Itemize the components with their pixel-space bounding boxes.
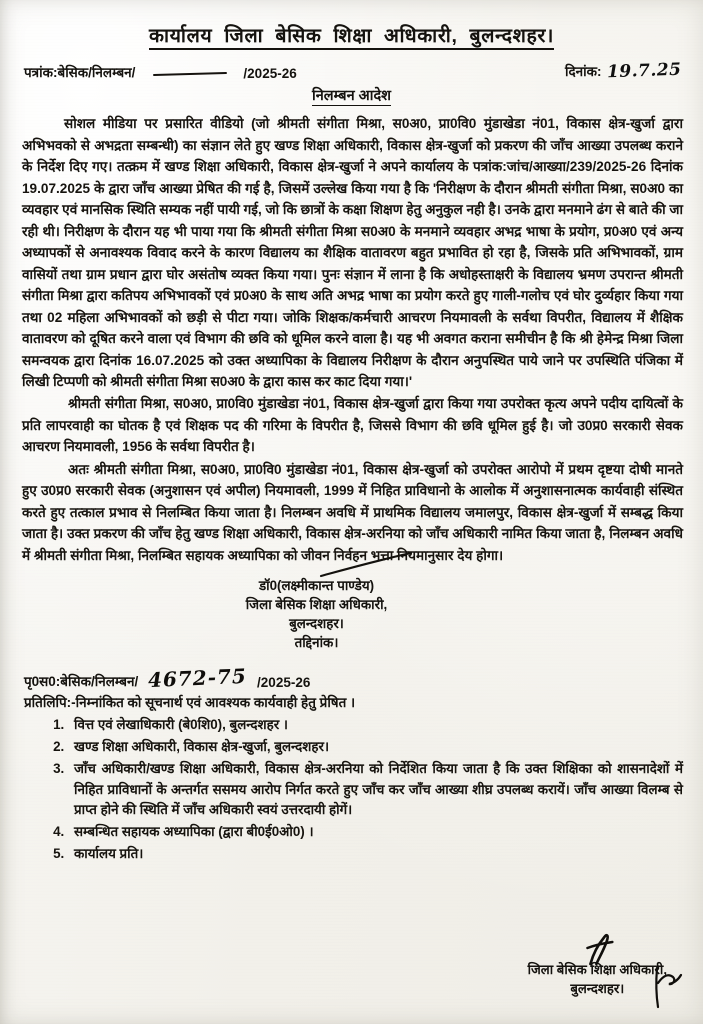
office-title-text: कार्यालय जिला बेसिक शिक्षा अधिकारी, बुलन्दशहर।	[149, 25, 554, 50]
body-paragraph-1: सोशल मीडिया पर प्रसारित वीडियो (जो श्रीमती संगीता मिश्रा, स0अ0, प्रा0वि0 मुंडाखेडा नं01, विकास क्षेत्र-खुर्जा द्वारा अभिभवको से अभद्रता सम्बन्धी) का संज्ञान लेते हुए खण्ड शिक्षा अधिकारी, विकास क्षेत्र-खुर्जा को प्रकरण की जाँच आख्या उपलब्ध कराने के निर्देश दिए गए। तत्क्रम में खण्ड शिक्षा अधिकारी, विकास क्षेत्र-खुर्जा ने अपने कार्यालय के पत्रांक:जांच/आख्या/239/2025-26 दिनांक 19.07.2025 के द्वारा जाँच आख्या प्रेषित की गई है, जिसमें उल्लेख किया गया है कि 'निरीक्षण के दौरान श्रीमती संगीता मिश्रा, स0अ0 का व्यवहार एवं मानसिक स्थिति सम्यक नहीं पायी गई, जो कि छात्रों के कक्षा शिक्षण हेतु अनुकुल नही है। उनके द्वारा मनमाने ढंग से बाते की जा रही थी। निरीक्षण के दौरान यह भी पाया गया कि श्रीमती संगीता मिश्रा स0अ0 के मनमाने व्यवहार अभद्र भाषा के प्रयोग, प्र0अ0 एवं अन्य अध्यापकों से अनावश्यक विवाद करने के कारण विद्यालय का शैक्षिक वातावरण बहुत प्रभावित हो रहा है, जिसके प्रति अभिभावकों, ग्राम वासियों तथा ग्राम प्रधान द्वारा घोर असंतोष व्यक्त किया गया। पुनः संज्ञान में लाना है कि अधोहस्ताक्षरी के विद्यालय भ्रमण उपरान्त श्रीमती संगीता मिश्रा द्वारा कतिपय अभिभावकों एवं प्र0अ0 के साथ अति अभद्र भाषा का प्रयोग करते हुए गाली-गलोच एवं घोर दुर्व्यहार किया गया तथा 02 महिला अभिभावकों को छड़ी से पीटा गया। जोकि शिक्षक/कर्मचारी आचरण नियमावली के सर्वथा विपरीत, विद्यालय में शैक्षिक वातावरण को दूषित करने वाला एवं विभाग की छवि को धूमिल करने वाला है। यह भी अवगत कराना समीचीन है कि श्री हेमेन्द्र मिश्रा जिला समन्वयक द्वारा दिनांक 16.07.2025 को उक्त अध्यापिका के विद्यालय निरीक्षण के दौरान अनुपस्थित पाये जाने पर उपस्थिति पंजिका में लिखी टिप्पणी को श्रीमती संगीता मिश्रा स0अ0 के द्वारा कास कर काट दिया गया।'	[22, 116, 683, 389]
handwritten-initial-icon	[580, 931, 620, 971]
copy-item-1: 1. वित्त एवं लेखाधिकारी (बे0शि0), बुलन्दशहर ।	[74, 717, 289, 733]
list-item	[68, 844, 683, 865]
reference-number-group	[24, 63, 297, 81]
copy-item-2: 2. खण्ड शिक्षा अधिकारी, विकास क्षेत्र-खुर्जा, बुलन्दशहर।	[74, 739, 330, 755]
document-heading	[14, 85, 689, 105]
prs-number-handwritten: 4672-75	[147, 664, 248, 693]
office-title	[14, 0, 689, 48]
document-body	[14, 113, 689, 566]
signatory-name: डॉ0(लक्ष्मीकान्त पाण्डेय)	[258, 578, 375, 594]
prs-prefix: पृ0स0:बेसिक/निलम्बन/	[24, 674, 139, 690]
footer-district: बुलन्दशहर।	[528, 980, 667, 998]
date-handwritten-value: 19.7.25	[606, 60, 682, 83]
reference-date-row	[14, 61, 689, 81]
copy-item-4: 4. सम्बन्धित सहायक अध्यापिका (द्वारा बी0ई0ओ0) ।	[74, 824, 314, 840]
signatory-district: बुलन्दशहर।	[289, 616, 344, 632]
body-paragraph-2: श्रीमती संगीता मिश्रा, स0अ0, प्रा0वि0 मुंडाखेडा नं01, विकास क्षेत्र-खुर्जा द्वारा किया गया उपरोक्त कृत्य अपने पदीय दायित्वों के प्रति लापरवाही का घोतक है एवं शिक्षक पद की गरिमा के विपरीत है, जिससे विभाग की छवि धूमिल हुई है। जो उ0प्र0 सरकारी सेवक आचरण नियमावली, 1956 के सर्वथा विपरीत है।	[22, 396, 683, 455]
signatory-designation: जिला बेसिक शिक्षा अधिकारी,	[245, 597, 388, 613]
document-heading-text: निलम्बन आदेश	[311, 88, 392, 105]
copy-recipient-list	[24, 715, 683, 864]
reference-year: /2025-26	[243, 66, 297, 82]
document-date-group	[565, 61, 681, 81]
list-item	[68, 759, 683, 821]
reference-prefix: पत्रांक:बेसिक/निलम्बन/	[24, 65, 136, 81]
copy-distribution-section	[14, 666, 689, 864]
list-item	[68, 737, 683, 758]
signature-block	[14, 576, 689, 652]
footer-designation: जिला बेसिक शिक्षा अधिकारी,	[528, 961, 667, 979]
prs-number-row	[24, 664, 683, 693]
copy-item-5: 5. कार्यालय प्रति।	[74, 845, 144, 861]
copy-note: प्रतिलिपि:-निम्नांकित को सूचनार्थ एवं आवश्यक कार्यवाही हेतु प्रेषित ।	[24, 695, 356, 711]
signatory-date-note: तद्दिनांक।	[294, 635, 339, 651]
date-label: दिनांक:	[564, 64, 602, 80]
copy-item-3: 3. जाँच अधिकारी/खण्ड शिक्षा अधिकारी, विकास क्षेत्र-अरनिया को निर्देशित किया जाता है कि उक्त शिक्षिका को शासनादेशों में निहित प्राविधानों के अन्तर्गत ससमय आरोप निर्गत करते हुए जाँच कर जाँच आख्या शीघ्र उपलब्ध करायें। जाँच आख्या विलम्ब से प्राप्त होने की स्थिति में जाँच अधिकारी स्वयं उत्तरदायी होगें।	[74, 760, 683, 818]
list-item	[68, 715, 683, 736]
list-item	[68, 822, 683, 843]
prs-year: /2025-26	[257, 675, 311, 691]
footer-signature-block	[528, 961, 667, 998]
body-paragraph-3: अतः श्रीमती संगीता मिश्रा, स0अ0, प्रा0वि0 मुंडाखेडा नं01, विकास क्षेत्र-खुर्जा को उपरोक्त आरोपो में प्रथम दृष्टया दोषी मानते हुए उ0प्र0 सरकारी सेवक (अनुशासन एवं अपील) नियमावली, 1999 में निहित प्राविधानो के आलोक में अनुशासनात्मक कार्यवाही संस्थित करते हुए तत्काल प्रभाव से निलम्बित किया जाता है। निलम्बन अवधि में प्राथमिक विद्यालय जमालपुर, विकास क्षेत्र-खुर्जा में सम्बद्ध किया जाता है। उक्त प्रकरण की जाँच हेतु खण्ड शिक्षा अधिकारी, विकास क्षेत्र-अरनिया को जाँच अधिकारी नामित किया जाता है, निलम्बन अवधि में श्रीमती संगीता मिश्रा, निलम्बित सहायक अध्यापिका को जीवन निर्वहन भत्ता नियमानुसार देय होगा।	[22, 461, 683, 563]
